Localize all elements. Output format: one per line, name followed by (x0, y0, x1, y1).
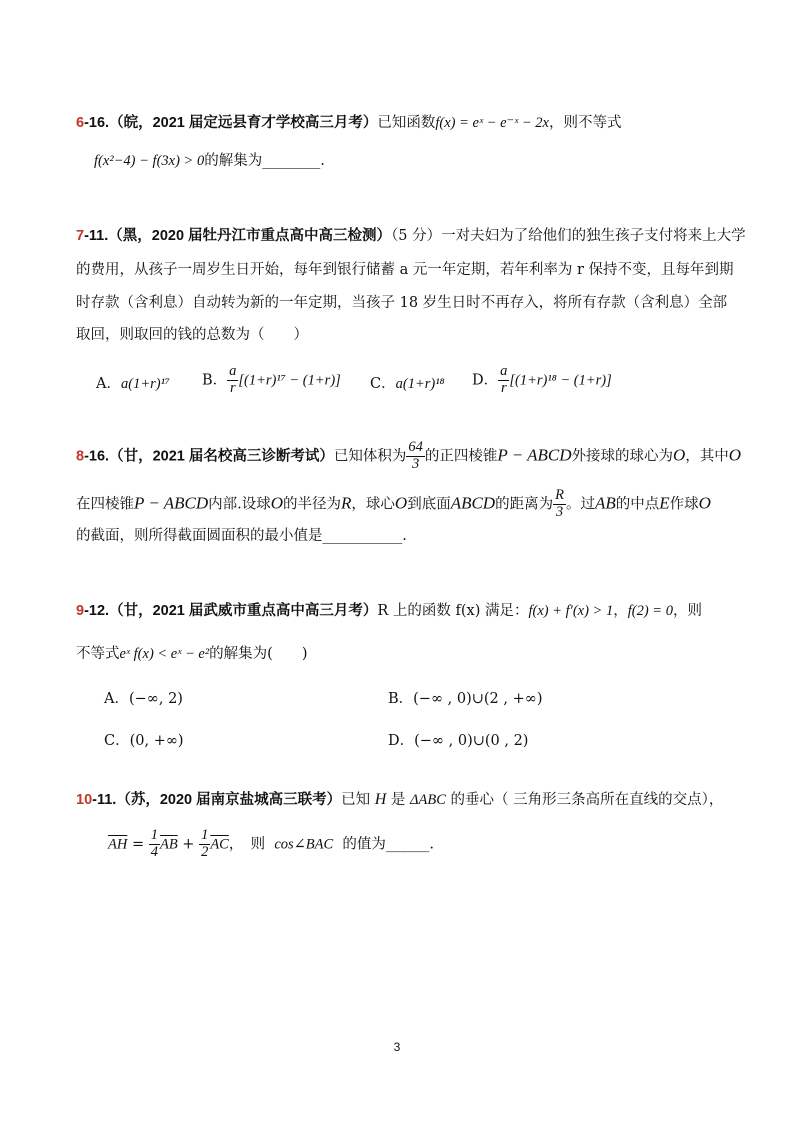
q8-text3: 外接球的球心为 (571, 448, 674, 465)
q9-inequality: eˣ f(x) < eˣ − e² (119, 646, 210, 662)
q7-number: 7 (76, 228, 85, 244)
q8-center-o: O (673, 445, 686, 465)
q9-line2b: 的解集为( ) (209, 646, 308, 662)
q8-l2f: 的距离为 (495, 496, 554, 513)
q10-vector-ab: $\overline{AB}$ (159, 836, 178, 853)
q10-text3: 的垂心（ 三角形三条高所在直线的交点）， (450, 792, 724, 808)
q10-text1: 已知 (341, 792, 371, 808)
q7-option-b-fraction (227, 364, 238, 397)
q8-number: 8 (76, 448, 85, 465)
q8-l2d: ，球心 (351, 496, 395, 513)
q7-text-line1: （5 分）一对夫妇为了给他们的独生孩子支付将来上大学 (391, 228, 746, 244)
q7-option-d-frac-den: r (500, 379, 507, 396)
q7-option-c (370, 372, 445, 393)
q7-source: （黑，2020 届牡丹江市重点高中高三检测） (108, 228, 392, 244)
q9-text3: ，则 (672, 603, 702, 619)
q10-frac2 (199, 828, 210, 861)
q8-l2h: 的中点 (615, 496, 660, 513)
q8-subnumber: -16. (84, 448, 110, 465)
q8-frac2-den: 3 (555, 503, 564, 520)
q10-plus: + (177, 836, 200, 853)
q7-option-b-frac-den: r (229, 379, 236, 396)
q8-l2b: 内部.设球 (208, 496, 271, 513)
q8-l2-r: R (341, 493, 352, 513)
q8-frac1-num: 64 (408, 439, 423, 455)
q6-line2 (94, 153, 325, 170)
q8-volume-fraction (406, 440, 425, 473)
q8-l2-ab: AB (594, 493, 616, 513)
q6-text2: ，则不等式 (549, 115, 622, 131)
q9-text1: R 上的函数 f(x) 满足： (377, 603, 529, 619)
q6-text1: 已知函数 (377, 115, 436, 131)
q7-option-a-label: A． (96, 376, 121, 392)
q8-l2i: 作球 (669, 496, 699, 513)
q7-line3: 时存款（含利息）自动转为新的一年定期，当孩子 18 岁生日时不再存入，将所有存款（含利息）全部 (76, 295, 728, 311)
q10-source: （苏，2020 届南京盐城高三联考） (116, 792, 342, 808)
q10-frac2-num: 1 (201, 827, 209, 843)
q8-frac1-den: 3 (412, 455, 420, 472)
q10-cos: cos∠BAC (274, 836, 334, 853)
q6-subnumber: -16. (84, 115, 110, 131)
q9-source: （甘，2021 届武威市重点高中高三月考） (109, 603, 378, 619)
q10-frac1-den: 4 (150, 843, 158, 860)
q10-equals: = (127, 836, 149, 853)
q9-number: 9 (76, 603, 85, 619)
q8-center-o2: O (728, 445, 742, 465)
q8-text4: ，其中 (685, 448, 729, 465)
q8-distance-fraction (553, 488, 566, 521)
q7-option-a-value: a(1+r)¹⁷ (120, 376, 170, 392)
q6-line1 (76, 115, 622, 132)
q9-option-d: D．(−∞ , 0)∪(0 , 2) (388, 733, 529, 749)
q9-condition1: f(x) + f′(x) > 1 (528, 603, 614, 619)
q7-option-a (96, 372, 170, 393)
q7-line4: 取回，则取回的钱的总数为（ ） (76, 327, 308, 343)
q9-condition2: f(2) = 0 (627, 603, 673, 619)
q8-l2-e: E (659, 493, 670, 513)
q8-source: （甘，2021 届名校高三诊断考试） (109, 448, 334, 465)
q7-option-b-label: B． (202, 372, 228, 389)
q10-vector-ah: $\overline{AH}$ (108, 836, 128, 853)
q9-option-a: A．(−∞, 2) (104, 691, 183, 707)
q8-l2-o: O (270, 493, 284, 513)
q10-triangle: ΔABC (410, 792, 446, 808)
q6-number: 6 (76, 115, 85, 131)
q9-line2a: 不等式 (76, 646, 120, 662)
q9-text2: ， (613, 603, 628, 619)
q8-text1: 已知体积为 (333, 448, 407, 465)
q10-frac1 (149, 828, 160, 861)
q8-l2-o3: O (698, 493, 711, 513)
q10-text2: 是 (390, 792, 406, 808)
q8-frac2-num: R (555, 487, 564, 503)
q8-pyramid: P − ABCD (497, 445, 572, 465)
q10-text5: 的值为______. (342, 836, 435, 853)
q10-number: 10 (76, 792, 93, 808)
q7-option-c-value: a(1+r)¹⁸ (395, 376, 445, 392)
q6-function: f(x) = eˣ − e⁻ˣ − 2x (435, 115, 549, 131)
q7-option-d-value: [(1+r)¹⁸ − (1+r)] (509, 372, 612, 389)
q10-frac2-den: 2 (201, 843, 209, 860)
q10-text4: ， 则 (228, 836, 266, 853)
q10-line2 (108, 828, 434, 861)
q8-l2a: 在四棱锥 (76, 496, 134, 513)
q9-line2 (76, 646, 307, 663)
q10-line1 (76, 790, 723, 809)
q10-subnumber: -11. (92, 792, 117, 808)
q7-option-d (472, 364, 612, 397)
page-number: 3 (393, 1040, 401, 1054)
q7-option-d-fraction (498, 364, 509, 397)
q8-line3: 的截面，则所得截面圆面积的最小值是___________. (76, 528, 407, 544)
q6-text3: 的解集为________. (204, 153, 325, 169)
q8-text2: 的正四棱锥 (424, 448, 498, 465)
q9-subnumber: -12. (84, 603, 110, 619)
q9-option-c: C．(0, +∞) (104, 733, 184, 749)
q7-line1 (76, 228, 746, 245)
q7-option-b-frac-num: a (229, 363, 237, 379)
q6-inequality: f(x²−4) − f(3x) > 0 (94, 153, 205, 169)
q10-h: H (374, 791, 387, 808)
q6-source: （皖，2021 届定远县育才学校高三月考） (109, 115, 378, 131)
q8-l2-base: ABCD (450, 493, 496, 513)
q8-l2e: 到底面 (407, 496, 451, 513)
q10-frac1-num: 1 (150, 827, 158, 843)
q8-line1 (76, 440, 741, 473)
q7-subnumber: -11. (84, 228, 109, 244)
q7-option-c-label: C． (370, 376, 396, 392)
q9-option-b: B．(−∞ , 0)∪(2 , +∞) (388, 691, 543, 707)
q8-line2 (76, 488, 711, 521)
q10-vector-ac: $\overline{AC}$ (210, 836, 229, 853)
q7-line2: 的费用，从孩子一周岁生日开始，每年到银行储蓄 a 元一年定期，若年利率为 r 保持不变，且每年到期 (76, 262, 734, 278)
q7-option-b (202, 364, 341, 397)
q7-option-b-value: [(1+r)¹⁷ − (1+r)] (238, 372, 341, 389)
q8-l2-o2: O (394, 493, 408, 513)
q9-line1 (76, 603, 702, 620)
q8-l2-pyramid: P − ABCD (134, 493, 209, 513)
q7-option-d-frac-num: a (500, 363, 508, 379)
q7-option-d-label: D． (472, 372, 499, 389)
q8-l2c: 的半径为 (283, 496, 342, 513)
q8-l2g: 。过 (565, 496, 595, 513)
